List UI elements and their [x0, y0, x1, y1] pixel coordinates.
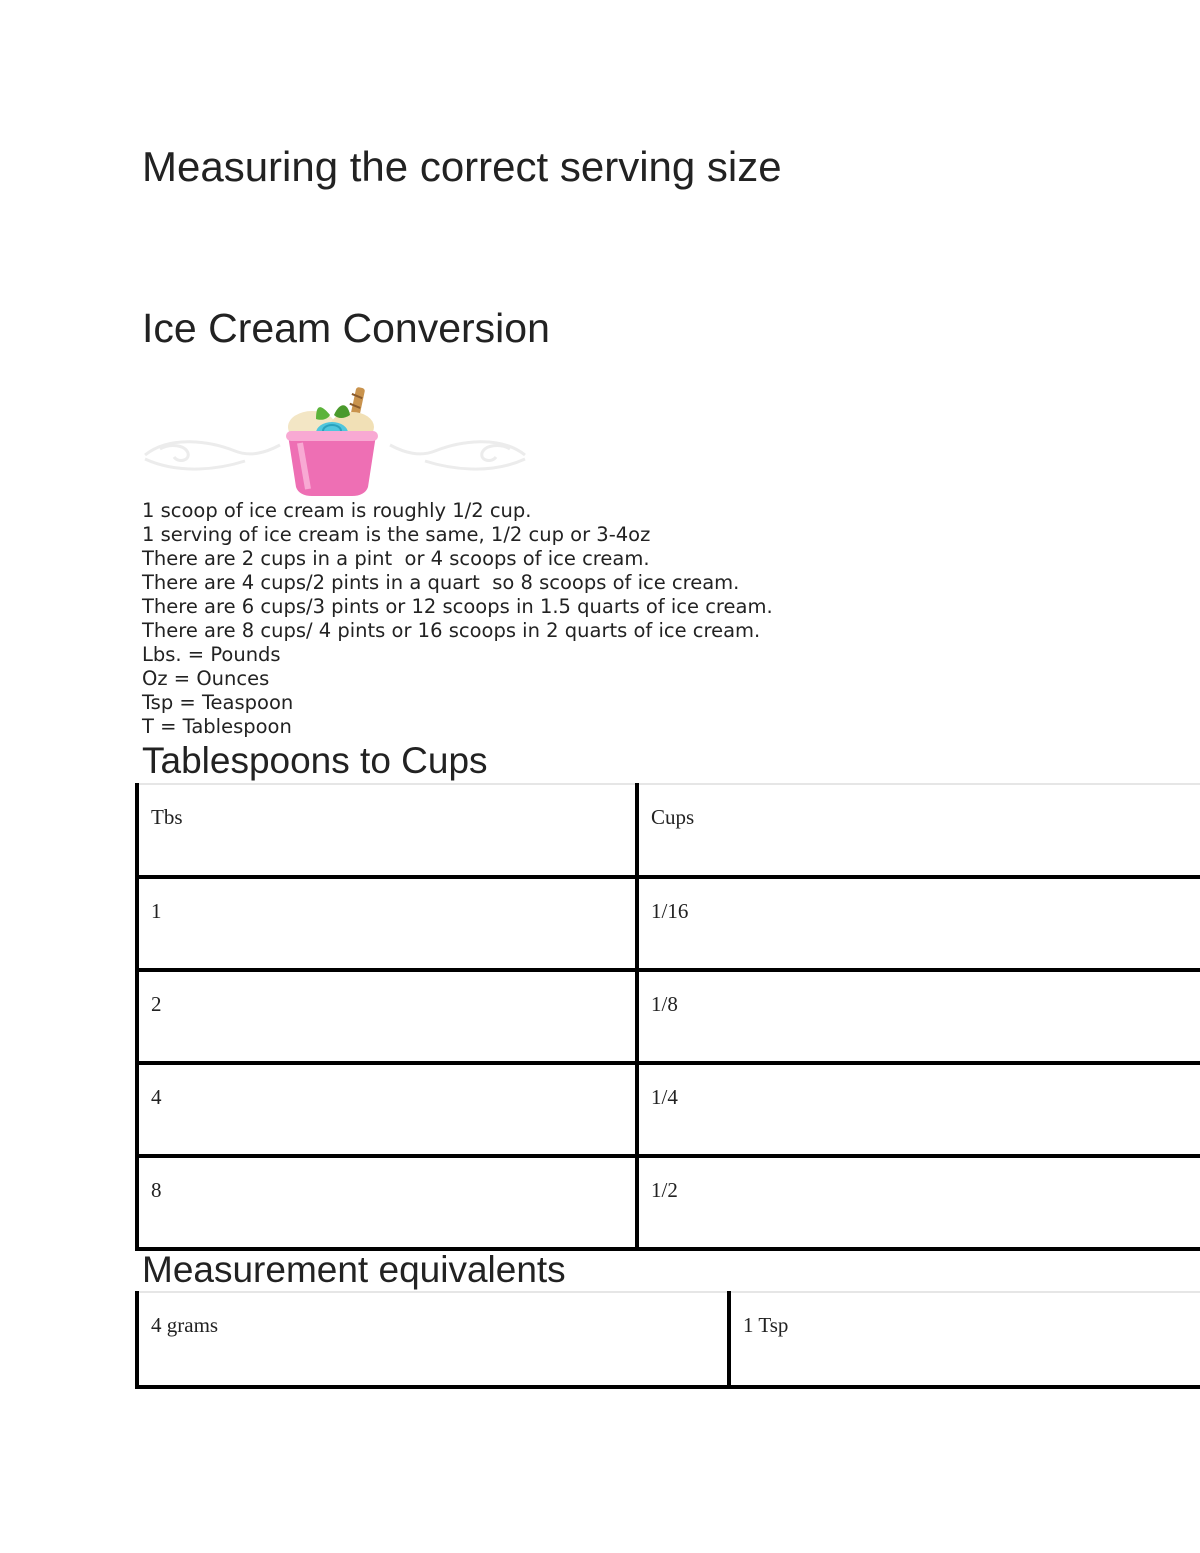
table-cell: 1/4: [637, 1063, 1200, 1156]
note-line: There are 6 cups/3 pints or 12 scoops in 1.5 quarts of ice cream.: [142, 595, 773, 618]
note-line: 1 scoop of ice cream is roughly 1/2 cup.: [142, 499, 532, 522]
table-cell: 2: [137, 970, 637, 1063]
cup-rim: [286, 431, 378, 441]
note-line: There are 8 cups/ 4 pints or 16 scoops in 2 quarts of ice cream.: [142, 619, 761, 642]
note-line: Oz = Ounces: [142, 667, 270, 690]
note-line: There are 2 cups in a pint or 4 scoops of ice cream.: [142, 547, 650, 570]
table-cell: 4: [137, 1063, 637, 1156]
measurement-equivalents-table: [135, 1291, 1200, 1389]
table-cell: 1/16: [637, 877, 1200, 970]
table-row: [137, 1156, 1200, 1249]
mint-leaf: [334, 405, 350, 418]
table-cell: 1: [137, 877, 637, 970]
table-cell: 1/2: [637, 1156, 1200, 1249]
ice-cream-cup-icon: [140, 383, 530, 503]
tablespoons-to-cups-table: [135, 783, 1200, 1251]
table-header-row: [137, 784, 1200, 877]
table-cell: 4 grams: [137, 1292, 729, 1387]
table-row: [137, 1292, 1200, 1387]
table-cell: 1/8: [637, 970, 1200, 1063]
tablespoons-table-title: Tablespoons to Cups: [142, 740, 488, 781]
ice-cream-notes: [142, 499, 773, 739]
measurement-equivalents-title: Measurement equivalents: [142, 1249, 566, 1290]
note-line: Tsp = Teaspoon: [142, 691, 294, 714]
note-line: T = Tablespoon: [142, 715, 292, 738]
note-line: 1 serving of ice cream is the same, 1/2 cup or 3-4oz: [142, 523, 651, 546]
note-line: There are 4 cups/2 pints in a quart so 8 scoops of ice cream.: [142, 571, 740, 594]
page-title: Measuring the correct serving size: [142, 143, 782, 190]
table-header-cell: Cups: [637, 784, 1200, 877]
table-cell: 8: [137, 1156, 637, 1249]
table-row: [137, 877, 1200, 970]
table-row: [137, 1063, 1200, 1156]
table-row: [137, 970, 1200, 1063]
note-line: Lbs. = Pounds: [142, 643, 281, 666]
table-header-cell: Tbs: [137, 784, 637, 877]
table-cell: 1 Tsp: [729, 1292, 1200, 1387]
section-title: Ice Cream Conversion: [142, 305, 550, 351]
